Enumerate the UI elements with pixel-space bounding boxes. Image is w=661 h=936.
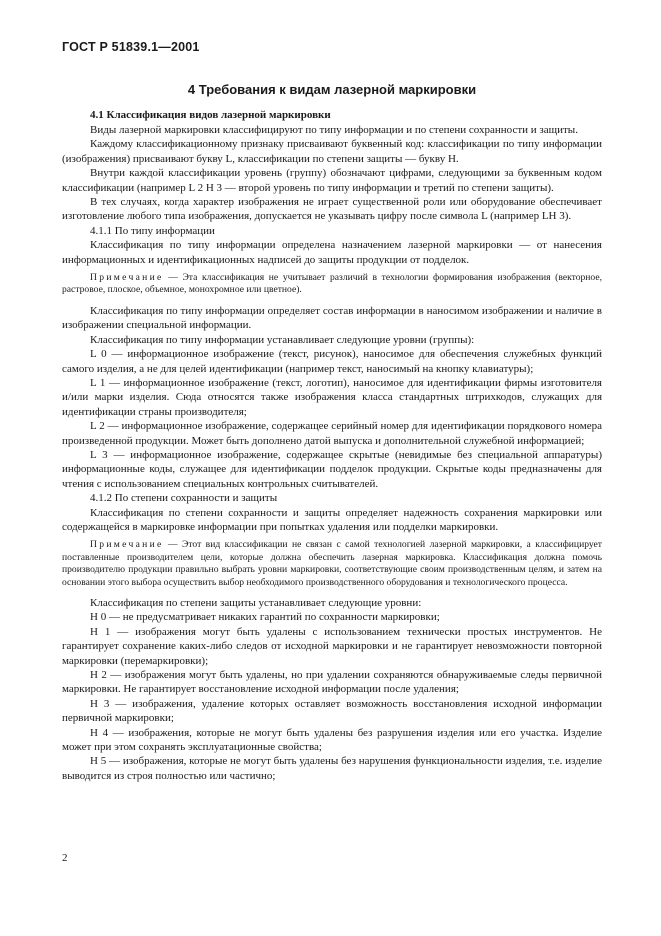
list-item: L 3 — информационное изображение, содержащее скрытые (невидимые без специальной аппаратуры) информационные коды, служащее для идентификации подделок продукции. Скрытые коды предназначены для чтения с использованием специальных контрольных считывателей.: [62, 448, 602, 490]
note-label: Примечание: [90, 272, 164, 284]
paragraph: Каждому классификационному признаку присваивают буквенный код: классификации по типу информации (изображения) присваивают букву L, классификации по степени защиты — букву Н.: [62, 138, 602, 165]
list-item: Н 3 — изображения, удаление которых оставляет возможность восстановления исходной информации первичной маркировки;: [62, 697, 602, 725]
document-page: [62, 40, 602, 783]
section-title: 4 Требования к видам лазерной маркировки: [187, 82, 477, 97]
list-item: L 0 — информационное изображение (текст, рисунок), наносимое для обеспечения служебных функций самого изделия, а не для целей идентификации (например текст, наносимый на кнопку клавиатуры);: [62, 348, 602, 375]
list-item: Н 5 — изображения, которые не могут быть удалены без нарушения функциональности изделия, т.е. изделие выводится из строя полностью или частично;: [62, 755, 602, 782]
note: [62, 272, 602, 297]
list-item: Н 1 — изображения могут быть удалены с использованием технически простых инструментов. Не гарантирует сохранение каких-либо следов от исходной маркировки и не гарантирует невозможности повторной маркировки (перемаркировки);: [62, 625, 602, 667]
note-label: Примечание: [90, 539, 164, 551]
paragraph: Внутри каждой классификации уровень (группу) обозначают цифрами, следующими за буквенным кодом классификации (например L 2 Н 3 — второй уровень по типу информации и третий по степени защиты).: [62, 167, 602, 194]
paragraph: Виды лазерной маркировки классифицируют по типу информации и по степени сохранности и защиты.: [90, 124, 578, 136]
subsection-title: 4.1 Классификация видов лазерной маркировки: [90, 109, 331, 121]
paragraph: Классификация по степени защиты устанавливает следующие уровни:: [90, 597, 422, 609]
list-item: Н 0 — не предусматривает никаких гарантий по сохранности маркировки;: [90, 611, 440, 624]
paragraph: Классификация по степени сохранности и защиты определяет надежность сохранения маркировки или содержащейся в маркировке информации при попытках удаления или подделки маркировки.: [62, 506, 602, 533]
paragraph: Классификация по типу информации определяет состав информации в наносимом изображении и наличие в изображении специальной информации.: [62, 304, 602, 332]
list-item: Н 2 — изображения могут быть удалены, но при удалении сохраняются обнаруживаемые следы первичной маркировки. Не гарантирует восстановление исходной информации после удаления;: [62, 669, 602, 696]
note-text: — Этот вид классификации не связан с самой технологией лазерной маркировки, а классифицирует поставленные производителем цели, которые должна обеспечить лазерная маркировка. Классификация должна помочь производителю продукции правильно выбрать уровни маркировки, соответствующие своим производственным целям, и затем на основании этого выбора осуществить выбор необходимого производственного оборудования и технологического процесса.: [62, 539, 602, 588]
note-text: — Эта классификация не учитывает различий в технологии формирования изображения (векторное, растровое, плоское, объемное, монохромное или цветное).: [62, 272, 602, 296]
page-number: 2: [62, 852, 68, 864]
list-item: Н 4 — изображения, которые не могут быть удалены без разрушения изделия или его участка. Изделие может при этом сохранять эксплуатационные свойства;: [62, 726, 602, 754]
list-item: L 2 — информационное изображение, содержащее серийный номер для идентификации порядкового номера произведенной продукции. Может быть дополнено датой выпуска и дополнительной служебной информацией;: [62, 420, 602, 447]
clause-title: 4.1.2 По степени сохранности и защиты: [90, 492, 278, 505]
paragraph: Классификация по типу информации устанавливает следующие уровни (группы):: [90, 333, 475, 346]
clause-title: 4.1.1 По типу информации: [90, 224, 215, 237]
document-header: ГОСТ Р 51839.1—2001: [62, 40, 200, 54]
list-item: L 1 — информационное изображение (текст, логотип), наносимое для идентификации фирмы изготовителя и/или марки изделия. Сюда относятся также изображения класса стандартных штрихкодов, служащих для идентификации страны производителя;: [62, 376, 602, 418]
note: [62, 539, 602, 589]
paragraph: Классификация по типу информации определена назначением лазерной маркировки — от нанесения информационных и идентификационных надписей до защиты продукции от подделок.: [62, 239, 602, 266]
paragraph: В тех случаях, когда характер изображения не играет существенной роли или оборудование обеспечивает изготовление любого типа изображения, допускается не указывать цифру после символа L (например LН 3).: [62, 196, 602, 223]
